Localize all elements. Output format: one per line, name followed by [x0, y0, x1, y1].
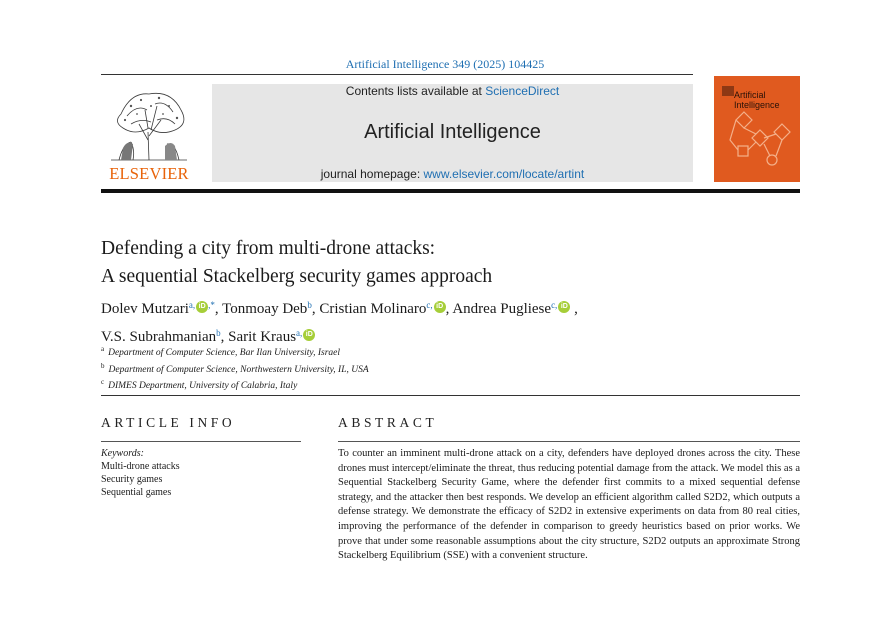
affiliation-sup: c: [101, 378, 105, 387]
affiliation-item: [101, 360, 701, 377]
keywords-label: Keywords:: [101, 448, 144, 459]
journal-citation[interactable]: Artificial Intelligence 349 (2025) 104425: [345, 57, 545, 71]
homepage-prefix: journal homepage:: [320, 167, 424, 181]
affiliation-text: DIMES Department, University of Calabria, Italy: [108, 381, 298, 392]
affiliation-item: [101, 376, 701, 393]
author-list: [101, 293, 801, 349]
journal-banner: [212, 84, 693, 182]
author-affiliation-sup[interactable]: c,: [551, 300, 558, 310]
author-name[interactable]: Cristian Molinaro: [319, 301, 427, 317]
author-affiliation-sup[interactable]: a,: [296, 328, 303, 338]
keyword-item: Sequential games: [101, 487, 172, 498]
homepage-line: [212, 167, 693, 181]
keyword-item: Security games: [101, 474, 163, 485]
affiliation-list: [101, 343, 701, 393]
author-name[interactable]: Andrea Pugliese: [452, 301, 552, 317]
elsevier-wordmark: ELSEVIER: [109, 164, 189, 183]
author-separator: ,: [570, 301, 578, 317]
homepage-link[interactable]: www.elsevier.com/locate/artint: [423, 167, 585, 181]
article-info-rule: [101, 441, 301, 442]
abstract-text: To counter an imminent multi-drone attack on a city, defenders have deployed drones across the city. These drones must intercept/eliminate the threat, thus reducing potential damage from the attack. We model this as a Sequential Stackelberg Security Game, where the defender first commits to a mixed sequential defense strategy, and the attacker then best responds. We develop an efficient algorithm called S2D2, which outputs a defense strategy. We demonstrate the efficacy of S2D2 in extensive experiments on data from 80 real cities, improving the performance of the defender in comparison to greedy heuristics based on prior works. We prove that under some reasonable assumptions about the city structure, S2D2 outputs an approximate Strong Stackelberg Equilibrium (SSE) with a convenient structure.: [338, 448, 800, 562]
affiliation-sup: a: [101, 345, 105, 353]
header-thick-rule: [101, 189, 800, 193]
title-line-1: Defending a city from multi-drone attacks:: [101, 238, 436, 259]
journal-cover-graph-icon: [720, 84, 800, 180]
orcid-icon[interactable]: iD: [303, 329, 315, 341]
journal-title: Artificial Intelligence: [364, 121, 541, 143]
corresponding-author-sup[interactable]: ,*: [208, 300, 215, 310]
author-name[interactable]: Dolev Mutzari: [101, 301, 189, 317]
orcid-icon[interactable]: iD: [558, 301, 570, 313]
author-affiliation-sup[interactable]: b: [307, 300, 312, 310]
publisher-logo[interactable]: [101, 84, 197, 184]
author-separator: ,: [445, 301, 453, 317]
keyword-item: Multi-drone attacks: [101, 461, 180, 472]
author-separator: ,: [220, 329, 229, 345]
author-name[interactable]: Tonmoay Deb: [222, 301, 308, 317]
abstract-rule: [338, 441, 800, 442]
affiliation-text: Department of Computer Science, Northwestern University, IL, USA: [108, 364, 369, 375]
header-divider: [101, 74, 693, 75]
journal-cover[interactable]: [714, 76, 800, 182]
keywords-block: [101, 447, 311, 499]
article-title: [101, 235, 801, 291]
affiliation-sup: b: [101, 361, 105, 370]
affiliation-item: [101, 343, 701, 360]
author-affiliation-sup[interactable]: c,: [426, 300, 433, 310]
orcid-icon[interactable]: iD: [434, 301, 446, 313]
contents-line: [212, 84, 693, 98]
section-divider: [101, 395, 800, 396]
orcid-icon[interactable]: iD: [196, 301, 208, 313]
sciencedirect-link[interactable]: ScienceDirect: [485, 84, 560, 98]
article-info-heading: ARTICLE INFO: [101, 415, 236, 430]
cover-title: Artificial Intelligence: [734, 90, 780, 110]
abstract-heading: ABSTRACT: [338, 415, 438, 430]
affiliation-text: Department of Computer Science, Bar Ilan University, Israel: [108, 348, 341, 359]
elsevier-tree-logo-icon: [101, 84, 197, 162]
author-name[interactable]: V.S. Subrahmanian: [101, 329, 217, 345]
contents-prefix: Contents lists available at: [345, 84, 486, 98]
author-affiliation-sup[interactable]: b: [216, 328, 221, 338]
author-separator: ,: [311, 301, 320, 317]
author-separator: ,: [214, 301, 223, 317]
author-name[interactable]: Sarit Kraus: [228, 329, 297, 345]
author-affiliation-sup[interactable]: a,: [188, 300, 196, 310]
title-line-2: A sequential Stackelberg security games approach: [101, 266, 493, 287]
